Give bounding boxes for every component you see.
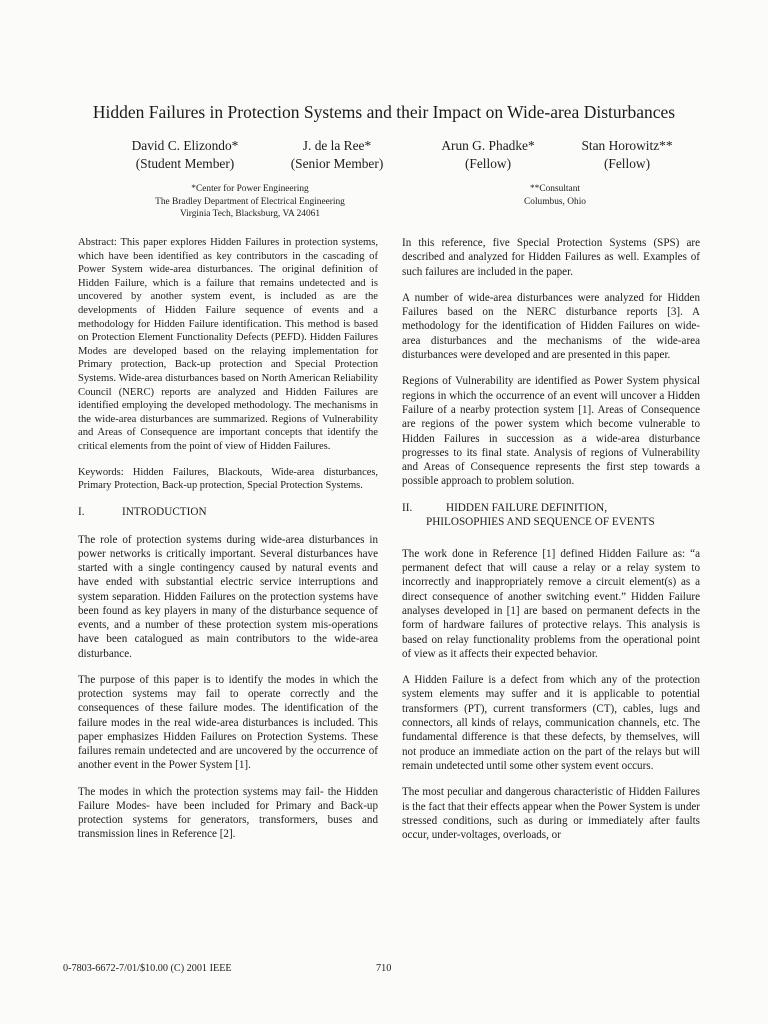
author-phadke [413, 137, 563, 173]
author-elizondo [100, 137, 270, 173]
section-title-line: HIDDEN FAILURE DEFINITION, [446, 501, 608, 514]
section-title-block [426, 501, 655, 529]
intro-paragraph: The role of protection systems during wide-area disturbances in power networks is critically important. Several disturbances have started with a single contingency caused by natural events and have ended with substantial electric service interruptions and system separation. Hidden Failures on the protection systems have been found as key players in many of the disturbance sequence of events, and a number of these protection system mis-operations have been catalogued as main contributors to the wide-area disturbance. [78, 533, 378, 660]
body-paragraph: The work done in Reference [1] defined Hidden Failure as: “a permanent defect that will cause a relay or a relay system to incorrectly and inappropriately remove a circuit element(s) as a direct consequence of another switching event.” Hidden Failure analyses developed in [1] are based on permanent defects in the form of hardware failures of protective relays. This analysis is based on relay functionality problems from the operational point of view as it affects their expected behavior. [402, 547, 700, 660]
paper-title: Hidden Failures in Protection Systems and their Impact on Wide-area Disturbances [92, 102, 676, 122]
section-heading-hidden-failure [402, 501, 700, 529]
author-name: J. de la Ree* [302, 138, 372, 153]
abstract: Abstract: This paper explores Hidden Failures in protection systems, which have been identified as key contributors in the cascading of Power System wide-area disturbances. The original definition of Hidden Failure, which is a failure that remains undetected and is uncovered by another system event, is included as are the developments of Hidden Failure sequence of events and a methodology for Hidden Failure identification. This method is based on Protection Element Functionality Defects (PEFD). Hidden Failures Modes are developed based on the relaying implementation for Primary protection, Back-up protection and Special Protection Systems. Wide-area disturbances based on North American Reliability Council (NERC) reports are analyzed and Hidden Failures are identified employing the developed methodology. The mechanisms in the wide-area disturbances are summarized. Regions of Vulnerability and Areas of Consequence are important concepts that identify the critical elements from the point of view of Hidden Failures. [78, 237, 378, 452]
author-name: Stan Horowitz** [581, 138, 673, 153]
author-name: David C. Elizondo* [131, 138, 239, 153]
intro-paragraph: The purpose of this paper is to identify the modes in which the protection systems may fail to operate correctly and the consequences of these failure modes. The identification of the failure modes in the real wide-area disturbances is included. This paper emphasizes Hidden Failures on Protection Systems. These failures remain undetected and are uncovered by the occurrence of another event in the Power System [1]. [78, 673, 378, 772]
page-number: 710 [376, 963, 392, 974]
right-column [402, 236, 700, 854]
body-paragraph: A number of wide-area disturbances were analyzed for Hidden Failures based on the NERC disturbance reports [3]. A methodology for the identification of Hidden Failures on wide-area disturbances and the mechanisms of the wide-area disturbances were developed and are presented in this paper. [402, 291, 700, 362]
section-title-line: PHILOSOPHIES AND SEQUENCE OF EVENTS [426, 515, 655, 528]
left-column [78, 236, 378, 854]
intro-paragraph: The modes in which the protection systems may fail- the Hidden Failure Modes- have been included for Primary and Back-up protection systems for generators, transformers, buses and transmission lines in Reference [2]. [78, 785, 378, 841]
affiliation-line: The Bradley Department of Electrical Engineering [155, 196, 345, 207]
body-paragraph: In this reference, five Special Protection Systems (SPS) are described and analyzed for Hidden Failures as well. Examples of such failures are included in the paper. [402, 237, 700, 278]
author-role: (Senior Member) [290, 156, 384, 171]
section-number: I. [78, 505, 85, 518]
affiliation-left [110, 183, 390, 221]
author-role: (Fellow) [603, 156, 651, 171]
affiliation-line: **Consultant [529, 184, 580, 194]
affiliation-right [480, 183, 630, 208]
author-de-la-ree [262, 137, 412, 173]
body-paragraph: The most peculiar and dangerous characteristic of Hidden Failures is the fact that their effects appear when the Power System is under stressed conditions, such as during or immediately after faults occur, under-voltages, overloads, or [402, 786, 700, 842]
section-number: II. [402, 501, 413, 514]
affiliation-line: Virginia Tech, Blacksburg, VA 24061 [179, 209, 321, 219]
copyright-footer: 0-7803-6672-7/01/$10.00 (C) 2001 IEEE [63, 963, 232, 974]
author-role: (Student Member) [135, 156, 235, 171]
affiliation-line: Columbus, Ohio [524, 196, 586, 207]
author-name: Arun G. Phadke* [441, 138, 535, 153]
section-heading-introduction [78, 505, 378, 519]
section-title: INTRODUCTION [122, 505, 207, 518]
affiliation-line: *Center for Power Engineering [191, 184, 309, 194]
body-paragraph: A Hidden Failure is a defect from which any of the protection system elements may suffer and it is applicable to potential transformers (PT), current transformers (CT), cables, lugs and connectors, all kinds of relays, communication channels, etc. The fundamental difference is that these defects, by themselves, will not produce an immediate action on the part of the relays but will remain undetected until some other system event occurs. [402, 674, 700, 772]
author-role: (Fellow) [464, 156, 512, 171]
keywords: Keywords: Hidden Failures, Blackouts, Wide-area disturbances, Primary Protection, Back-up protection, Special Protection Systems. [78, 466, 378, 492]
author-horowitz [552, 137, 702, 173]
body-paragraph: Regions of Vulnerability are identified as Power System physical regions in which the occurrence of an event will uncover a Hidden Failure of a nearby protection system [1]. Areas of Consequence are regions of the power system which become vulnerable to Hidden Failures in succession as a wide-area disturbance progresses to its final state. Analysis of regions of Vulnerability and Areas of Consequence represents the first step towards a possible approach to problem solution. [402, 375, 700, 488]
